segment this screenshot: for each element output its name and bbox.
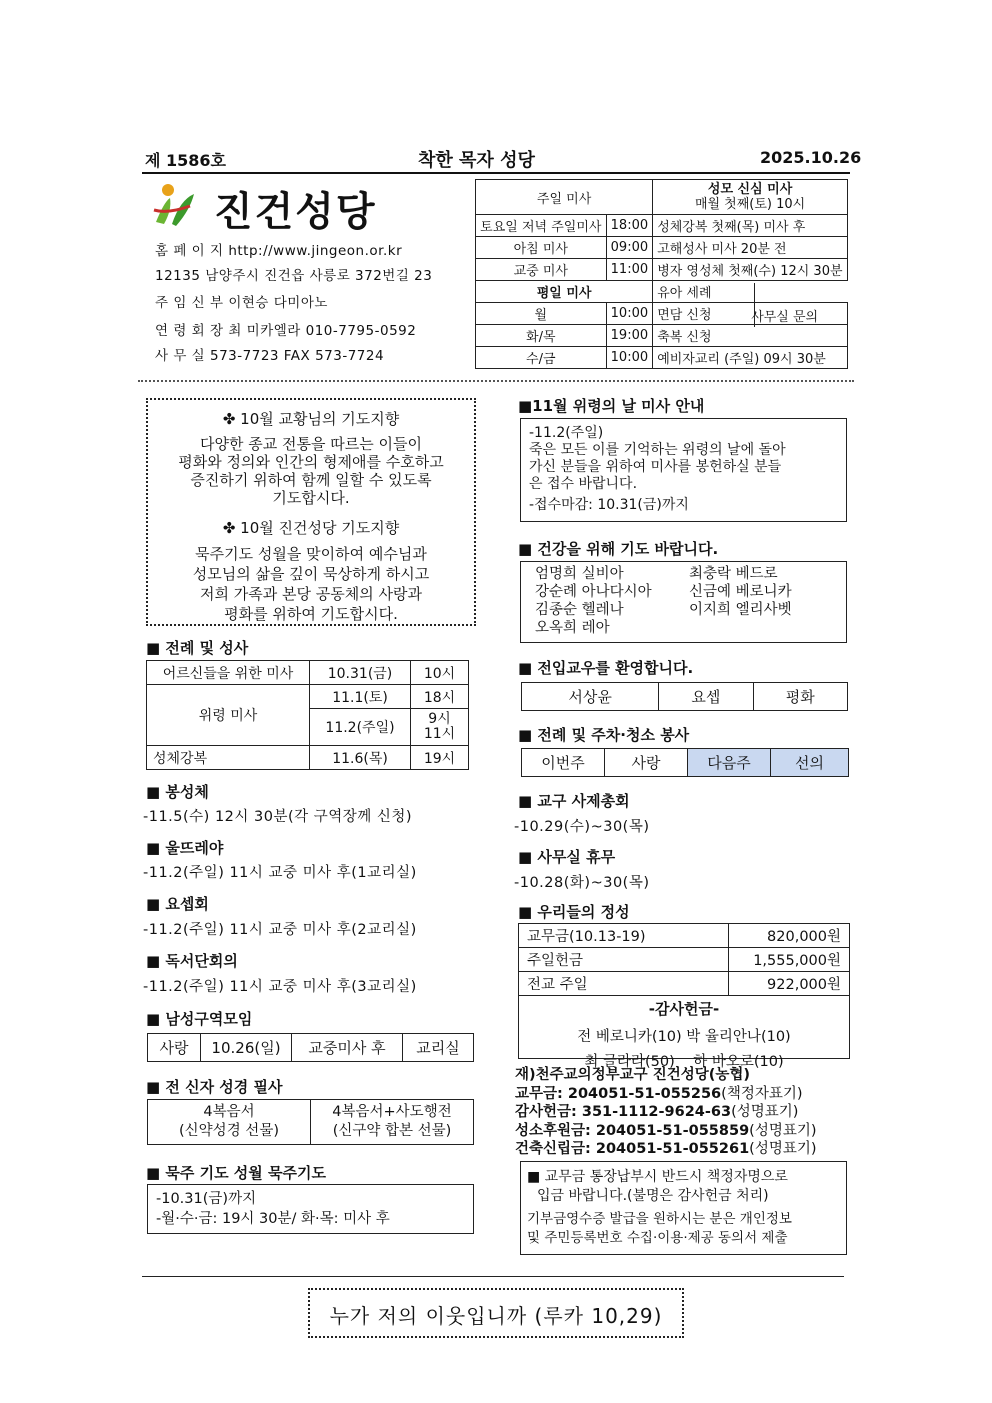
parish-intention-line: 평화를 위하여 기도합시다. xyxy=(224,605,398,623)
mass-row xyxy=(476,237,848,259)
parish-intention-title: ✤ 10월 진건성당 기도지향 xyxy=(222,519,400,537)
men-meeting-title: ■ 남성구역모임 xyxy=(146,1010,253,1028)
newcomers-title: ■ 전입교우를 환영합니다. xyxy=(518,659,694,677)
memorial-title: ■11월 위령의 날 미사 안내 xyxy=(518,397,705,415)
rosary-title: ■ 묵주 기도 성월 묵주기도 xyxy=(146,1164,326,1182)
footer-rule xyxy=(142,1276,844,1277)
weekday-note: 면담 신청 xyxy=(657,308,712,323)
bible-cell-line: (신구약 합본 선물) xyxy=(332,1123,452,1139)
health-name: 엄명희 실비아 xyxy=(535,566,624,582)
offering-amount: 1,555,000원 xyxy=(729,948,850,972)
notice-line: 기부금영수증 발급을 원하시는 분은 개인정보 xyxy=(527,1211,792,1227)
liturgy-time: 19시 xyxy=(411,746,469,770)
memorial-line: 가신 분들을 위하여 미사를 봉헌하실 분들 xyxy=(529,459,782,475)
notice-line: 입금 바랍니다.(불명은 감사헌금 처리) xyxy=(537,1188,769,1204)
liturgy-time xyxy=(411,709,469,746)
memorial-box xyxy=(520,418,847,522)
bank-note: (책정자표기) xyxy=(721,1085,803,1102)
mass-schedule-table xyxy=(475,179,848,369)
mass-note: 고해성사 미사 20분 전 xyxy=(653,237,848,259)
devotion-title: 성모 신심 미사 xyxy=(707,182,793,197)
weekday-day: 화/목 xyxy=(476,325,607,347)
pope-intention-line: 다양한 종교 전통을 따르는 이들이 xyxy=(200,435,422,453)
health-name: 이지희 엘리사벳 xyxy=(689,602,792,618)
memorial-line: -11.2(주일) xyxy=(529,425,604,441)
bank-account: 건축신립금: 204051-51-055261 xyxy=(515,1141,750,1157)
bank-account: 교무금: 204051-51-055256 xyxy=(515,1085,722,1102)
mass-name: 아침 미사 xyxy=(476,237,607,259)
infant-baptism-label: 유아 세례 xyxy=(657,286,712,301)
bank-line xyxy=(515,1085,817,1104)
pope-intention-line: 기도합시다. xyxy=(272,489,350,507)
bank-note: (성명표기) xyxy=(749,1122,817,1139)
liturgy-date: 10.31(금) xyxy=(310,661,411,685)
newcomer-cell: 서상윤 xyxy=(522,683,659,711)
offering-row xyxy=(519,924,849,948)
president-line: 연 령 회 장 최 미카엘라 010-7795-0592 xyxy=(155,323,417,339)
health-box xyxy=(520,561,847,643)
notice-text: -11.2(주일) 11시 교중 미사 후(1교리실) xyxy=(143,865,417,881)
offering-amount: 922,000원 xyxy=(729,972,850,996)
bank-note: (성명표기) xyxy=(749,1141,817,1157)
meeting-cell: 교중미사 후 xyxy=(292,1034,403,1062)
service-cell-highlight: 선의 xyxy=(771,749,849,777)
weekday-time: 10:00 xyxy=(606,347,653,369)
bank-note: (성명표기) xyxy=(731,1104,799,1120)
bank-account: 성소후원금: 204051-51-055859 xyxy=(515,1122,750,1139)
liturgy-time-2: 11시 xyxy=(423,726,456,742)
bank-line xyxy=(515,1122,817,1141)
mass-row xyxy=(476,259,848,281)
bible-cell-line: (신약성경 선물) xyxy=(179,1123,279,1139)
homepage-line: 홈 페 이 지 http://www.jingeon.or.kr xyxy=(155,243,403,259)
mass-name: 교중 미사 xyxy=(476,259,607,281)
liturgy-time: 18시 xyxy=(411,685,469,709)
meeting-cell: 10.26(일) xyxy=(201,1034,292,1062)
meeting-cell: 사랑 xyxy=(148,1034,201,1062)
weekday-note: 예비자교리 (주일) 09시 30분 xyxy=(653,347,848,369)
mass-row xyxy=(476,215,848,237)
bank-title: 재)천주교의정부교구 진건성당(농협) xyxy=(515,1067,751,1083)
weekday-mass-header: 평일 미사 xyxy=(476,281,653,303)
parish-title: 착한 목자 성당 xyxy=(418,150,535,171)
offering-row xyxy=(519,948,849,972)
mass-name: 토요일 저녁 주일미사 xyxy=(476,215,607,237)
bank-line xyxy=(515,1140,817,1159)
bank-account: 감사헌금: 351-1112-9624-63 xyxy=(515,1104,732,1120)
weekday-row xyxy=(476,303,848,325)
offering-box xyxy=(518,923,850,1070)
offering-name: 주일헌금 xyxy=(519,948,729,972)
dotted-separator xyxy=(138,380,854,382)
health-title: ■ 건강을 위해 기도 바랍니다. xyxy=(518,540,719,558)
weekday-time: 10:00 xyxy=(606,303,653,325)
service-cell: 이번주 xyxy=(522,749,605,777)
footer-verse: 누가 저의 이웃입니까 (루카 10,29) xyxy=(329,1304,663,1328)
bible-table xyxy=(147,1099,474,1145)
health-name: 김종순 헬레나 xyxy=(535,602,624,618)
payment-notice-box xyxy=(520,1161,847,1255)
memorial-deadline: -접수마감: 10.31(금)까지 xyxy=(529,497,689,513)
table-row xyxy=(147,685,469,709)
service-title: ■ 전례 및 주차·청소 봉사 xyxy=(518,726,690,744)
notice-title: ■ 울뜨레야 xyxy=(146,839,224,857)
logo-text: 진건성당 xyxy=(214,189,377,235)
devotion-sub: 매월 첫째(토) 10시 xyxy=(694,197,806,212)
offering-amount: 820,000원 xyxy=(729,924,850,948)
liturgy-title: ■ 전례 및 성사 xyxy=(146,639,249,657)
notice-title: ■ 봉성체 xyxy=(146,783,209,801)
notice-title: ■ 교구 사제총회 xyxy=(518,792,630,810)
memorial-line: 죽은 모든 이를 기억하는 위령의 날에 돌아 xyxy=(529,442,786,458)
weekday-note: 축복 신청 xyxy=(653,325,848,347)
header-rule xyxy=(142,172,850,174)
office-line: 사 무 실 573-7723 FAX 573-7724 xyxy=(155,348,385,364)
parish-logo xyxy=(150,180,450,235)
memorial-line: 은 접수 바랍니다. xyxy=(529,476,638,492)
cross-logo-icon xyxy=(150,180,210,230)
bible-cell-line: 4복음서 xyxy=(203,1104,255,1120)
men-meeting-table xyxy=(147,1033,474,1062)
notice-text: -11.2(주일) 11시 교중 미사 후(3교리실) xyxy=(143,979,417,995)
liturgy-table xyxy=(146,660,469,770)
mass-time: 11:00 xyxy=(606,259,653,281)
health-name: 강순례 아나다시아 xyxy=(535,584,652,600)
liturgy-date: 11.1(토) xyxy=(310,685,411,709)
service-cell: 사랑 xyxy=(605,749,688,777)
thanks-line: 전 베로니카(10) 박 율리안나(10) xyxy=(577,1029,791,1045)
bible-cell-line: 4복음서+사도행전 xyxy=(332,1104,452,1120)
mass-time: 18:00 xyxy=(606,215,653,237)
bank-line xyxy=(515,1103,817,1122)
bible-title: ■ 전 신자 성경 필사 xyxy=(146,1078,283,1096)
parish-intention-line: 저희 가족과 본당 공동체의 사랑과 xyxy=(200,585,422,603)
address-line: 12135 남양주시 진건읍 사릉로 372번길 23 xyxy=(155,268,433,284)
notice-title: ■ 사무실 휴무 xyxy=(518,848,616,866)
mass-time: 09:00 xyxy=(606,237,653,259)
mass-note: 병자 영성체 첫째(수) 12시 30분 xyxy=(653,259,848,281)
liturgy-date: 11.6(목) xyxy=(310,746,411,770)
liturgy-date: 11.2(주일) xyxy=(310,709,411,746)
bank-info xyxy=(515,1066,817,1159)
pope-intention-line: 평화와 정의와 인간의 형제애를 수호하고 xyxy=(178,453,444,471)
infant-baptism xyxy=(653,281,848,303)
notice-line: 및 주민등록번호 수집·이용·제공 동의서 제출 xyxy=(527,1230,788,1246)
table-row xyxy=(147,661,469,685)
notice-text: -11.5(수) 12시 30분(각 구역장께 신청) xyxy=(143,809,413,825)
liturgy-name: 성체강복 xyxy=(147,746,310,770)
table-row xyxy=(147,746,469,770)
liturgy-name: 어르신들을 위한 미사 xyxy=(147,661,310,685)
liturgy-time-1: 9시 xyxy=(428,711,451,727)
liturgy-time: 10시 xyxy=(411,661,469,685)
pope-intention-title: ✤ 10월 교황님의 기도지향 xyxy=(222,410,400,428)
offering-title: ■ 우리들의 정성 xyxy=(518,903,630,921)
devotion-mass-header xyxy=(653,180,848,215)
parish-intention-line: 성모님의 삶을 깊이 묵상하게 하시고 xyxy=(192,565,430,583)
footer-verse-box xyxy=(308,1288,684,1338)
offering-name: 전교 주일 xyxy=(519,972,729,996)
newcomer-cell: 평화 xyxy=(753,683,847,711)
health-name: 오옥희 레아 xyxy=(535,620,610,636)
liturgy-name: 위령 미사 xyxy=(147,685,310,746)
bible-cell xyxy=(148,1100,311,1145)
notice-text: -10.28(화)~30(목) xyxy=(514,875,650,891)
notice-text: -11.2(주일) 11시 교중 미사 후(2교리실) xyxy=(143,922,417,938)
service-cell-highlight: 다음주 xyxy=(688,749,771,777)
service-table xyxy=(521,748,849,777)
weekday-row xyxy=(476,325,848,347)
health-name: 신금예 베로니카 xyxy=(689,584,792,600)
sunday-mass-header: 주일 미사 xyxy=(476,180,653,215)
office-inquiry-divider xyxy=(754,283,755,327)
office-inquiry: 사무실 문의 xyxy=(751,310,819,325)
weekday-day: 수/금 xyxy=(476,347,607,369)
weekday-time: 19:00 xyxy=(606,325,653,347)
meeting-cell: 교리실 xyxy=(403,1034,474,1062)
issue-number: 제 1586호 xyxy=(145,151,227,170)
rosary-line: -월·수·금: 19시 30분/ 화·목: 미사 후 xyxy=(156,1211,390,1227)
mass-note: 성체강복 첫째(목) 미사 후 xyxy=(653,215,848,237)
weekday-note-cell xyxy=(653,303,848,325)
notice-title: ■ 요셉회 xyxy=(146,895,209,913)
notice-text: -10.29(수)~30(목) xyxy=(514,819,650,835)
weekday-row xyxy=(476,347,848,369)
pope-intention-line: 증진하기 위하여 함께 일할 수 있도록 xyxy=(190,471,432,489)
thanks-line: 최 글라라(50) 하 바오로(10) xyxy=(584,1054,784,1070)
rosary-box xyxy=(147,1184,474,1234)
weekday-day: 월 xyxy=(476,303,607,325)
pastor-line: 주 임 신 부 이현승 다미아노 xyxy=(155,295,328,311)
health-name: 최충락 베드로 xyxy=(689,566,778,582)
newcomers-table xyxy=(521,682,848,711)
rosary-line: -10.31(금)까지 xyxy=(156,1191,257,1207)
bible-cell xyxy=(311,1100,474,1145)
newcomer-cell: 요셉 xyxy=(659,683,753,711)
notice-line: ■ 교무금 통장납부시 반드시 책정자명으로 xyxy=(527,1169,788,1185)
bulletin-date: 2025.10.26 xyxy=(760,148,862,167)
parish-intention-line: 묵주기도 성월을 맞이하여 예수님과 xyxy=(195,545,427,563)
offering-row xyxy=(519,972,849,996)
offering-name: 교무금(10.13-19) xyxy=(519,924,729,948)
notice-title: ■ 독서단회의 xyxy=(146,952,238,970)
prayer-intention-box xyxy=(146,398,476,626)
thanks-title: -감사헌금- xyxy=(648,1000,720,1018)
